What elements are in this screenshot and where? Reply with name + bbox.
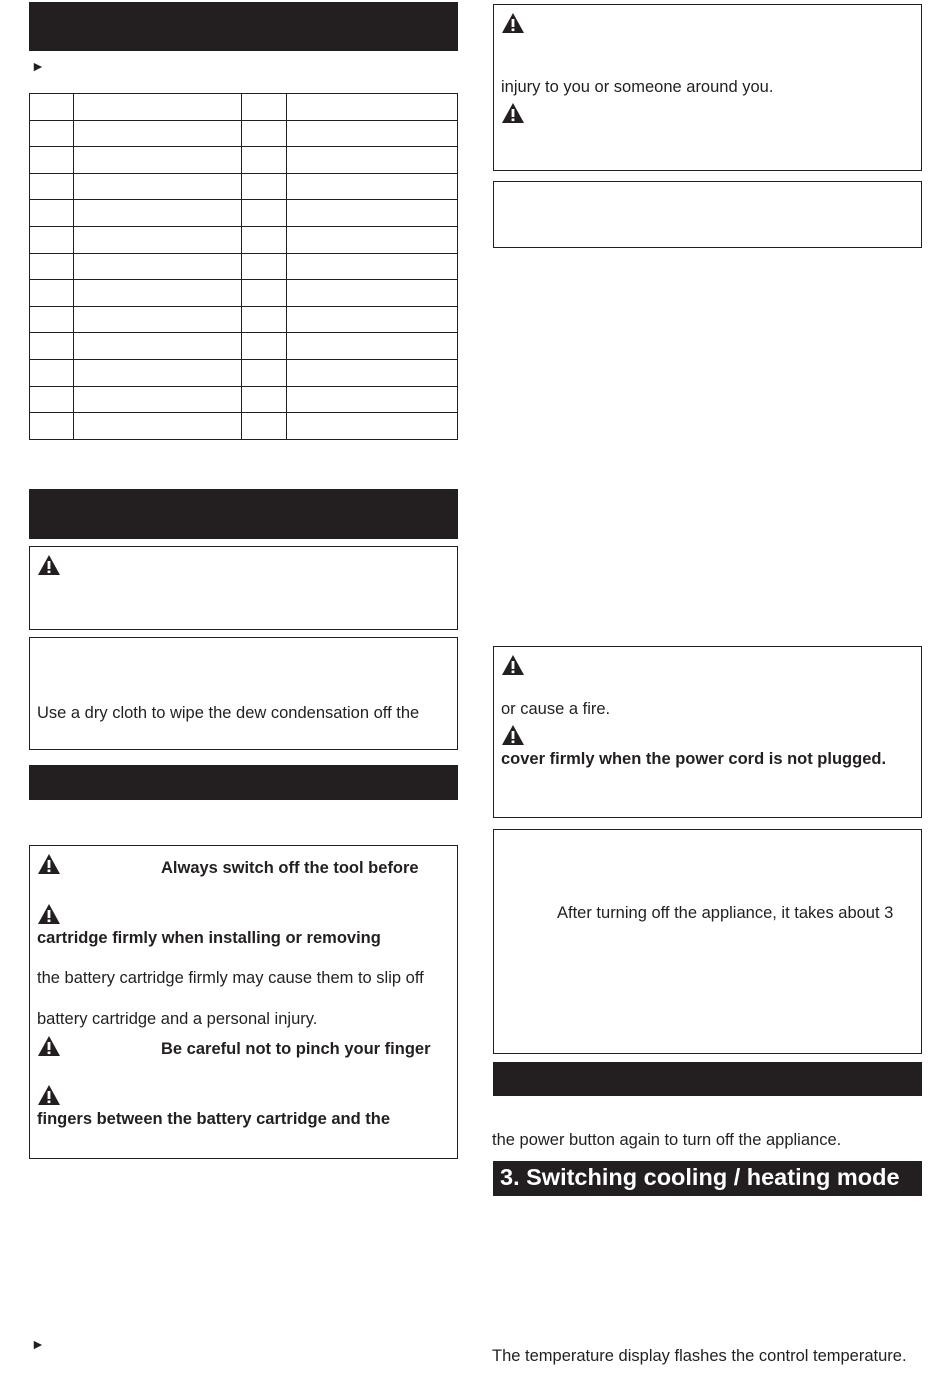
table-cell bbox=[30, 306, 74, 333]
battery-line-1: Always switch off the tool before bbox=[161, 859, 419, 877]
table-row bbox=[30, 306, 458, 333]
table-cell bbox=[74, 253, 242, 280]
warning-triangle-icon bbox=[501, 12, 525, 34]
table-row bbox=[30, 120, 458, 147]
left-header-bar bbox=[29, 2, 458, 51]
table-cell bbox=[242, 173, 287, 200]
table-cell bbox=[242, 333, 287, 360]
table-cell bbox=[287, 413, 458, 440]
table-row bbox=[30, 413, 458, 440]
table-cell bbox=[242, 413, 287, 440]
table-cell bbox=[30, 94, 74, 121]
table-cell bbox=[287, 226, 458, 253]
table-cell bbox=[74, 386, 242, 413]
table-cell bbox=[287, 280, 458, 307]
table-cell bbox=[74, 147, 242, 174]
table-cell bbox=[242, 94, 287, 121]
table-cell bbox=[287, 120, 458, 147]
battery-line-6: fingers between the battery cartridge and the bbox=[37, 1110, 390, 1128]
table-cell bbox=[30, 120, 74, 147]
pointer-arrow-icon: ► bbox=[31, 58, 45, 74]
table-cell bbox=[287, 253, 458, 280]
table-cell bbox=[242, 280, 287, 307]
table-cell bbox=[30, 333, 74, 360]
table-cell bbox=[242, 253, 287, 280]
table-cell bbox=[287, 386, 458, 413]
table-cell bbox=[30, 253, 74, 280]
pointer-arrow-icon: ► bbox=[31, 1336, 45, 1352]
table-row bbox=[30, 359, 458, 386]
installing-header-bar bbox=[29, 765, 458, 800]
warning-triangle-icon bbox=[37, 903, 61, 925]
table-cell bbox=[74, 200, 242, 227]
table-cell bbox=[30, 280, 74, 307]
power-text: the power button again to turn off the appliance. bbox=[492, 1131, 842, 1149]
table-cell bbox=[30, 413, 74, 440]
table-cell bbox=[74, 226, 242, 253]
warning-box bbox=[29, 546, 458, 630]
table-cell bbox=[74, 280, 242, 307]
table-cell bbox=[30, 386, 74, 413]
battery-line-4: battery cartridge and a personal injury. bbox=[37, 1010, 318, 1028]
table-cell bbox=[74, 333, 242, 360]
battery-warning-box bbox=[29, 845, 458, 1159]
table-cell bbox=[74, 306, 242, 333]
temperature-text: The temperature display flashes the control temperature. bbox=[492, 1347, 907, 1365]
table-cell bbox=[242, 386, 287, 413]
warning-triangle-icon bbox=[501, 654, 525, 676]
battery-line-2: cartridge firmly when installing or removing bbox=[37, 929, 381, 947]
injury-text: injury to you or someone around you. bbox=[501, 78, 774, 96]
table-cell bbox=[287, 94, 458, 121]
warning-triangle-icon bbox=[501, 724, 525, 746]
caution-box bbox=[493, 181, 922, 248]
table-row bbox=[30, 226, 458, 253]
warning-triangle-icon bbox=[37, 554, 61, 576]
section-header-bar bbox=[29, 489, 458, 539]
power-header-bar bbox=[493, 1062, 922, 1096]
table-row bbox=[30, 386, 458, 413]
table-cell bbox=[30, 147, 74, 174]
table-row bbox=[30, 280, 458, 307]
warning-triangle-icon bbox=[37, 1035, 61, 1057]
warning-box-top bbox=[493, 4, 922, 171]
table-row bbox=[30, 173, 458, 200]
table-cell bbox=[242, 120, 287, 147]
table-cell bbox=[74, 413, 242, 440]
warning-triangle-icon bbox=[37, 853, 61, 875]
table-row bbox=[30, 94, 458, 121]
table-cell bbox=[74, 120, 242, 147]
section-3-title: 3. Switching cooling / heating mode bbox=[493, 1161, 922, 1196]
table-cell bbox=[74, 359, 242, 386]
table-cell bbox=[242, 147, 287, 174]
table-row bbox=[30, 333, 458, 360]
table-cell bbox=[287, 173, 458, 200]
table-cell bbox=[30, 173, 74, 200]
table-cell bbox=[287, 359, 458, 386]
table-cell bbox=[30, 359, 74, 386]
table-row bbox=[30, 200, 458, 227]
table-cell bbox=[30, 200, 74, 227]
note-box bbox=[493, 829, 922, 1054]
table-cell bbox=[242, 226, 287, 253]
fire-text: or cause a fire. bbox=[501, 700, 611, 718]
table-cell bbox=[242, 359, 287, 386]
table-cell bbox=[74, 94, 242, 121]
table-cell bbox=[74, 173, 242, 200]
battery-line-5: Be careful not to pinch your finger bbox=[161, 1040, 431, 1058]
table-row bbox=[30, 147, 458, 174]
warning-triangle-icon bbox=[501, 102, 525, 124]
warning-triangle-icon bbox=[37, 1084, 61, 1106]
parts-table bbox=[29, 93, 458, 440]
table-cell bbox=[287, 147, 458, 174]
table-cell bbox=[30, 226, 74, 253]
notice-text: Use a dry cloth to wipe the dew condensation off the bbox=[37, 704, 420, 722]
warning-box-mid bbox=[493, 646, 922, 818]
table-cell bbox=[242, 306, 287, 333]
table-cell bbox=[242, 200, 287, 227]
cover-text: cover firmly when the power cord is not plugged. bbox=[501, 750, 887, 768]
battery-line-3: the battery cartridge firmly may cause them to slip off bbox=[37, 969, 424, 987]
table-cell bbox=[287, 333, 458, 360]
table-cell bbox=[287, 200, 458, 227]
notice-box bbox=[29, 637, 458, 750]
note-text: After turning off the appliance, it takes about 3 bbox=[557, 904, 894, 922]
table-row bbox=[30, 253, 458, 280]
table-cell bbox=[287, 306, 458, 333]
